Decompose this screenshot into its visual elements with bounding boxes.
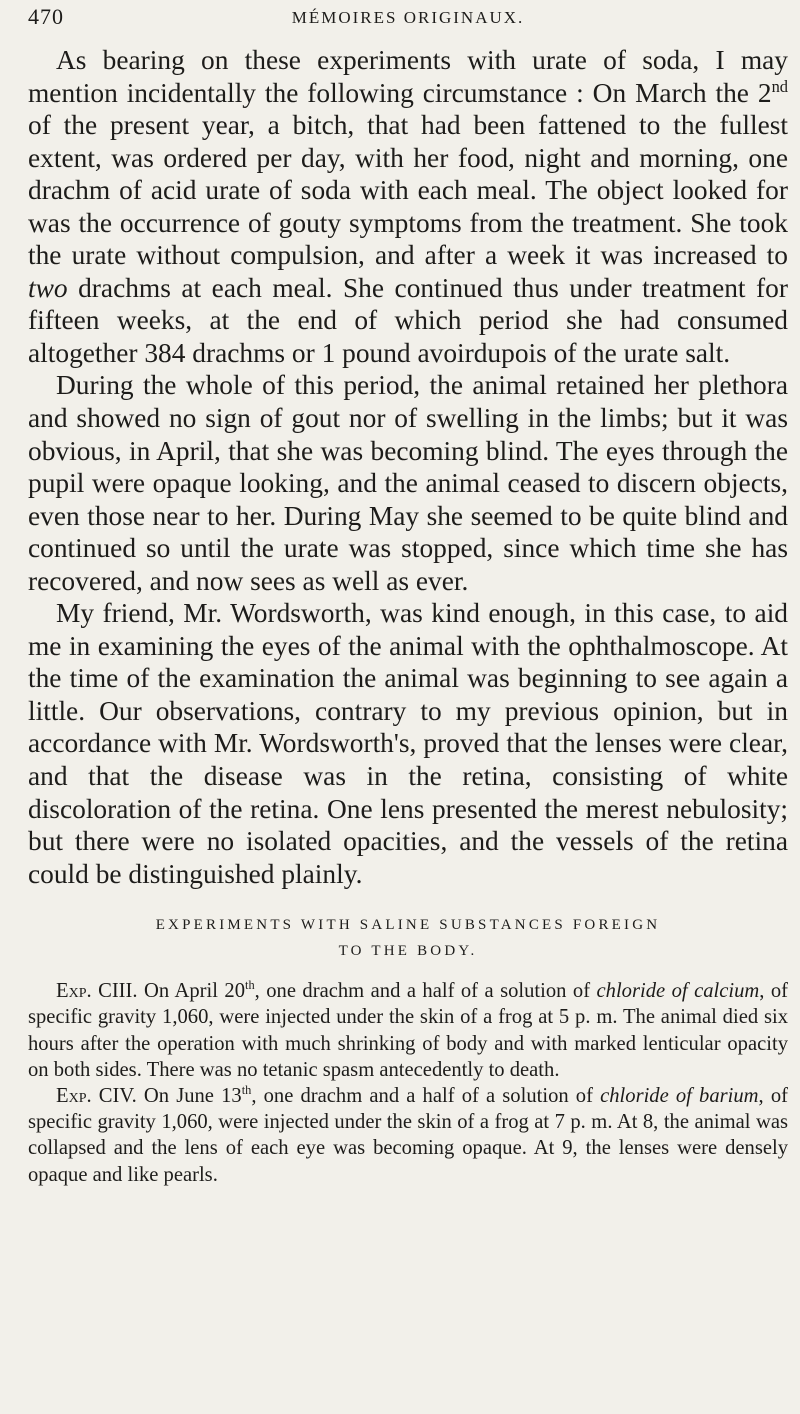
substance-name: chloride of barium [600,1085,759,1108]
section-heading-line-1: EXPERIMENTS WITH SALINE SUBSTANCES FOREIGN [155,917,661,934]
main-text [28,44,788,890]
experiment-text: , one drachm and a half of a solution of [251,1085,601,1108]
section-heading-line-2: TO THE BODY. [338,943,478,960]
experiment-text: , of specific gravity 1,060, were injected under the skin of a frog at 7 p. m. At 8, the animal was collapsed and the lens of each eye was becoming opaque. At 9, the lenses were densely opaque and like pearls. [28,1085,788,1186]
paragraph-text: of the present year, a bitch, that had been fattened to the fullest extent, was ordered per day, with her food, night and morning, one drachm of acid urate of soda with each meal. The object looked for was the occurrence of gouty symptoms from the treatment. She took the urate without compulsion, and after a week it was increased to [28,110,788,271]
experiment-ciii [28,978,788,1083]
experiment-text: , of specific gravity 1,060, were injected under the skin of a frog at 5 p. m. The animal died six hours after the operation with much shrinking of body and with marked lenticular opacity on both sides. There was no tetanic spasm antecedently to death. [28,980,789,1081]
substance-name: chloride of calcium [596,980,760,1003]
running-title: MÉMOIRES ORIGINAUX. [291,8,525,27]
experiments-list [28,978,788,1188]
paragraph-ophthalmoscope: My friend, Mr. Wordsworth, was kind enough, in this case, to aid me in examining the eyes of the animal with the ophthalmoscope. At the time of the examination the animal was beginning to see again a little. Our observations, contrary to my previous opinion, but in accordance with Mr. Wordsworth's, proved that the lenses were clear, and that the disease was in the retina, consisting of white discoloration of the retina. One lens presented the merest nebulosity; but there were no isolated opacities, and the vessels of the retina could be distinguished plainly. [28,598,788,889]
ordinal-suffix: th [245,978,255,993]
experiment-text: On April 20 [137,980,246,1003]
running-header [28,4,788,34]
page-number: 470 [28,4,64,29]
experiment-label: Exp. CIV. [56,1085,137,1108]
experiment-text: , one drachm and a half of a solution of [254,980,597,1003]
ordinal-suffix: nd [771,76,788,96]
experiment-text: On June 13 [136,1085,242,1108]
paragraph-urate-bitch [28,44,788,369]
experiment-civ [28,1083,788,1188]
emphasis-text: two [28,272,68,303]
paragraph-text: drachms at each meal. She continued thus under treatment for fifteen weeks, at the end of which period she had consumed altogether 384 drachms or 1 pound avoirdupois of the urate salt. [28,272,788,368]
document-page [28,0,788,1188]
section-heading [28,912,788,964]
paragraph-text: As bearing on these experiments with urate of soda, I may mention incidentally the following circumstance : On March the 2 [28,45,788,108]
paragraph-blindness: During the whole of this period, the animal retained her plethora and showed no sign of gout nor of swelling in the limbs; but it was obvious, in April, that she was becoming blind. The eyes through the pupil were opaque looking, and the animal ceased to discern objects, even those near to her. During May she seemed to be quite blind and continued so until the urate was stopped, since which time she has recovered, and now sees as well as ever. [28,370,788,596]
ordinal-suffix: th [241,1083,252,1098]
experiment-label: Exp. CIII. [56,980,138,1003]
